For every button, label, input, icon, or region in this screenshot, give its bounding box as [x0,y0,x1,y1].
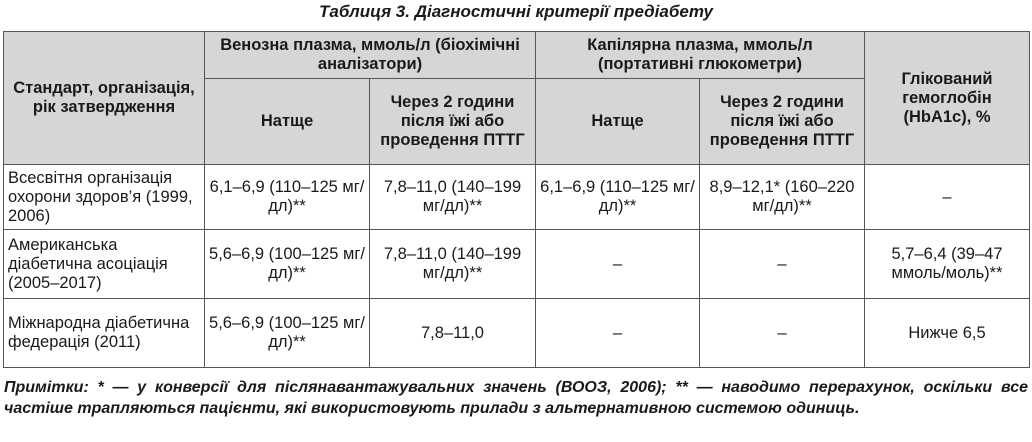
cell-capillary-post: – [700,299,865,368]
cell-venous-post: 7,8–11,0 [370,299,536,368]
cell-venous-fasting: 5,6–6,9 (100–125 мг/дл)** [205,230,370,299]
cell-venous-post: 7,8–11,0 (140–199 мг/дл)** [370,165,536,230]
cell-organization: Міжнародна діабетична федерація (2011) [4,299,205,368]
table-row [4,165,1030,230]
cell-capillary-fasting: – [536,230,700,299]
header-capillary-post: Через 2 години після їжі або проведення ПТТГ [700,79,865,165]
cell-capillary-post: – [700,230,865,299]
table-caption: Таблиця 3. Діагностичні критерії предіабету [318,2,713,21]
cell-venous-fasting: 6,1–6,9 (110–125 мг/дл)** [205,165,370,230]
cell-capillary-post: 8,9–12,1* (160–220 мг/дл)** [700,165,865,230]
header-capillary-plasma: Капілярна плазма, ммоль/л (портативні глюкометри) [536,32,865,79]
cell-organization: Американська діабетична асоціація (2005–2017) [4,230,205,299]
cell-venous-post: 7,8–11,0 (140–199 мг/дл)** [370,230,536,299]
header-standard: Стандарт, організація, рік затвердження [4,32,205,165]
header-hba1c: Глікований гемоглобін (HbA1c), % [865,32,1030,165]
cell-hba1c: – [865,165,1030,230]
cell-hba1c: Нижче 6,5 [865,299,1030,368]
cell-hba1c: 5,7–6,4 (39–47 ммоль/моль)** [865,230,1030,299]
cell-capillary-fasting: – [536,299,700,368]
prediabetes-criteria-table [3,31,1030,368]
header-venous-plasma: Венозна плазма, ммоль/л (біохімічні аналізатори) [205,32,536,79]
table-row [4,299,1030,368]
cell-capillary-fasting: 6,1–6,9 (110–125 мг/дл)** [536,165,700,230]
cell-venous-fasting: 5,6–6,9 (100–125 мг/дл)** [205,299,370,368]
header-venous-fasting: Натще [205,79,370,165]
header-capillary-fasting: Натще [536,79,700,165]
header-venous-post: Через 2 години після їжі або проведення ПТТГ [370,79,536,165]
table-row [4,230,1030,299]
header-row-1 [4,32,1030,79]
cell-organization: Всесвітня організація охорони здоров’я (1999, 2006) [4,165,205,230]
table-notes: Примітки: * — у конверсії для післянавантажувальних значень (ВООЗ, 2006); ** — наводимо перерахунок, оскільки все частіше трапляються пацієнти, які використовують прилади з альтернативною системою одиниць. [4,379,1028,417]
